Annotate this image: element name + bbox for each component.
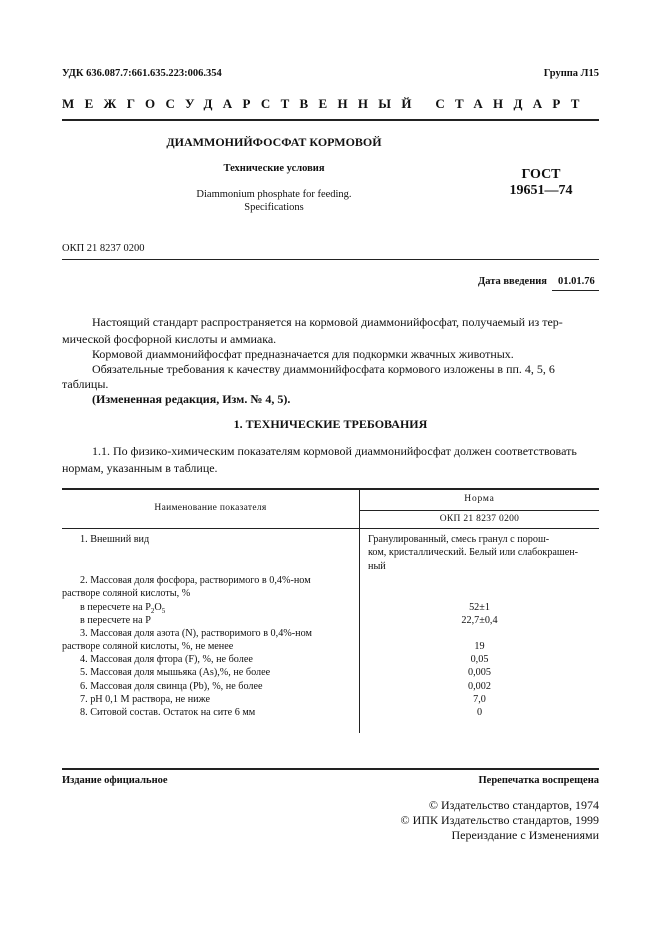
table-row-2a-value: 52±1 bbox=[469, 602, 490, 613]
document-subtitle: Технические условия bbox=[223, 163, 325, 174]
table-row-7-name: 7. pH 0,1 M раствора, не ниже bbox=[80, 694, 211, 705]
table-row-2b-value: 22,7±0,4 bbox=[461, 615, 498, 626]
intro-paragraph-1-line1: Настоящий стандарт распространяется на кормовой диаммонийфосфат, получаемый из тер- bbox=[92, 315, 563, 329]
table-row-3-value: 19 bbox=[474, 641, 485, 652]
interstate-standard-banner: МЕЖГОСУДАРСТВЕННЫЙ СТАНДАРТ bbox=[62, 96, 590, 111]
table-row-1-value-line2: ком, кристаллический. Белый или слабокрашен- bbox=[368, 547, 579, 558]
table-row-2-name-line1: 2. Массовая доля фосфора, растворимого в 0,4%-ном bbox=[80, 575, 311, 586]
english-title-line1: Diammonium phosphate for feeding. bbox=[196, 189, 352, 200]
table-row-6-name: 6. Массовая доля свинца (Pb), %, не более bbox=[80, 681, 263, 692]
intro-paragraph-2: Кормовой диаммонийфосфат предназначается для подкормки жвачных животных. bbox=[92, 347, 514, 361]
okp-code: ОКП 21 8237 0200 bbox=[62, 243, 145, 254]
p2o5-mid: O bbox=[154, 602, 162, 613]
group-code: Группа Л15 bbox=[543, 68, 599, 79]
table-row-2a-name bbox=[80, 602, 165, 615]
p2o5-prefix: в пересчете на P bbox=[80, 602, 151, 613]
reprint-prohibited: Перепечатка воспрещена bbox=[478, 775, 599, 786]
table-row-2b-name: в пересчете на P bbox=[80, 615, 151, 626]
table-row-7-value: 7,0 bbox=[473, 694, 486, 705]
copyright-1999: © ИПК Издательство стандартов, 1999 bbox=[400, 813, 599, 827]
p2o5-sub1: 2 bbox=[150, 607, 155, 616]
col-header-norm: Норма bbox=[464, 494, 495, 504]
footer-rule bbox=[62, 768, 599, 770]
table-row-1-value-line3: ный bbox=[368, 561, 386, 572]
table-row-8-name: 8. Ситовой состав. Остаток на сите 6 мм bbox=[80, 707, 256, 718]
table-top-rule bbox=[62, 488, 599, 490]
gost-number: 19651—74 bbox=[509, 183, 573, 198]
section-1-paragraph-line2: нормам, указанным в таблице. bbox=[62, 461, 218, 475]
table-row-6-value: 0,002 bbox=[468, 681, 491, 692]
table-row-2-name-line2: растворе соляной кислоты, % bbox=[62, 588, 191, 599]
header-rule bbox=[62, 119, 599, 121]
english-title-line2: Specifications bbox=[244, 202, 304, 213]
col-subheader-okp: ОКП 21 8237 0200 bbox=[439, 514, 520, 524]
table-header-rule bbox=[62, 528, 599, 529]
table-row-5-value: 0,005 bbox=[468, 667, 491, 678]
table-row-3-name-line1: 3. Массовая доля азота (N), растворимого в 0,4%-ном bbox=[80, 628, 312, 639]
table-row-5-name: 5. Массовая доля мышьяка (As),%, не более bbox=[80, 667, 271, 678]
table-row-4-value: 0,05 bbox=[470, 654, 489, 665]
table-row-4-name: 4. Массовая доля фтора (F), %, не более bbox=[80, 654, 253, 665]
copyright-1974: © Издательство стандартов, 1974 bbox=[428, 798, 599, 812]
table-row-1-name: 1. Внешний вид bbox=[80, 534, 150, 545]
table-row-1-value-line1: Гранулированный, смесь гранул с порош- bbox=[368, 534, 550, 545]
col-header-indicator: Наименование показателя bbox=[154, 503, 267, 513]
table-header-subrule bbox=[359, 510, 599, 511]
amendment-note: (Измененная редакция, Изм. № 4, 5). bbox=[92, 392, 291, 406]
intro-paragraph-3-line1: Обязательные требования к качеству диаммонийфосфата кормового изложены в пп. 4, 5, 6 bbox=[92, 362, 555, 376]
intro-paragraph-3-line2: таблицы. bbox=[62, 377, 109, 391]
intro-date-underline bbox=[552, 290, 599, 291]
p2o5-sub2: 5 bbox=[161, 607, 166, 616]
intro-date-label: Дата введения bbox=[478, 276, 547, 287]
section-1-heading: 1. ТЕХНИЧЕСКИЕ ТРЕБОВАНИЯ bbox=[233, 417, 428, 431]
udk-code: УДК 636.087.7:661.635.223:006.354 bbox=[62, 68, 222, 79]
section-1-paragraph-line1: 1.1. По физико-химическим показателям кормовой диаммонийфосфат должен соответствовать bbox=[92, 444, 577, 458]
intro-date-value: 01.01.76 bbox=[558, 276, 595, 287]
table-row-8-value: 0 bbox=[476, 707, 483, 718]
table-row-3-name-line2: растворе соляной кислоты, %, не менее bbox=[62, 641, 234, 652]
okp-rule bbox=[62, 259, 599, 260]
official-edition: Издание официальное bbox=[62, 775, 168, 786]
document-title: ДИАММОНИЙФОСФАТ КОРМОВОЙ bbox=[166, 135, 382, 149]
intro-paragraph-1-line2: мической фосфорной кислоты и аммиака. bbox=[62, 332, 277, 346]
reissue-note: Переиздание с Изменениями bbox=[451, 828, 599, 842]
gost-label: ГОСТ bbox=[521, 167, 561, 182]
